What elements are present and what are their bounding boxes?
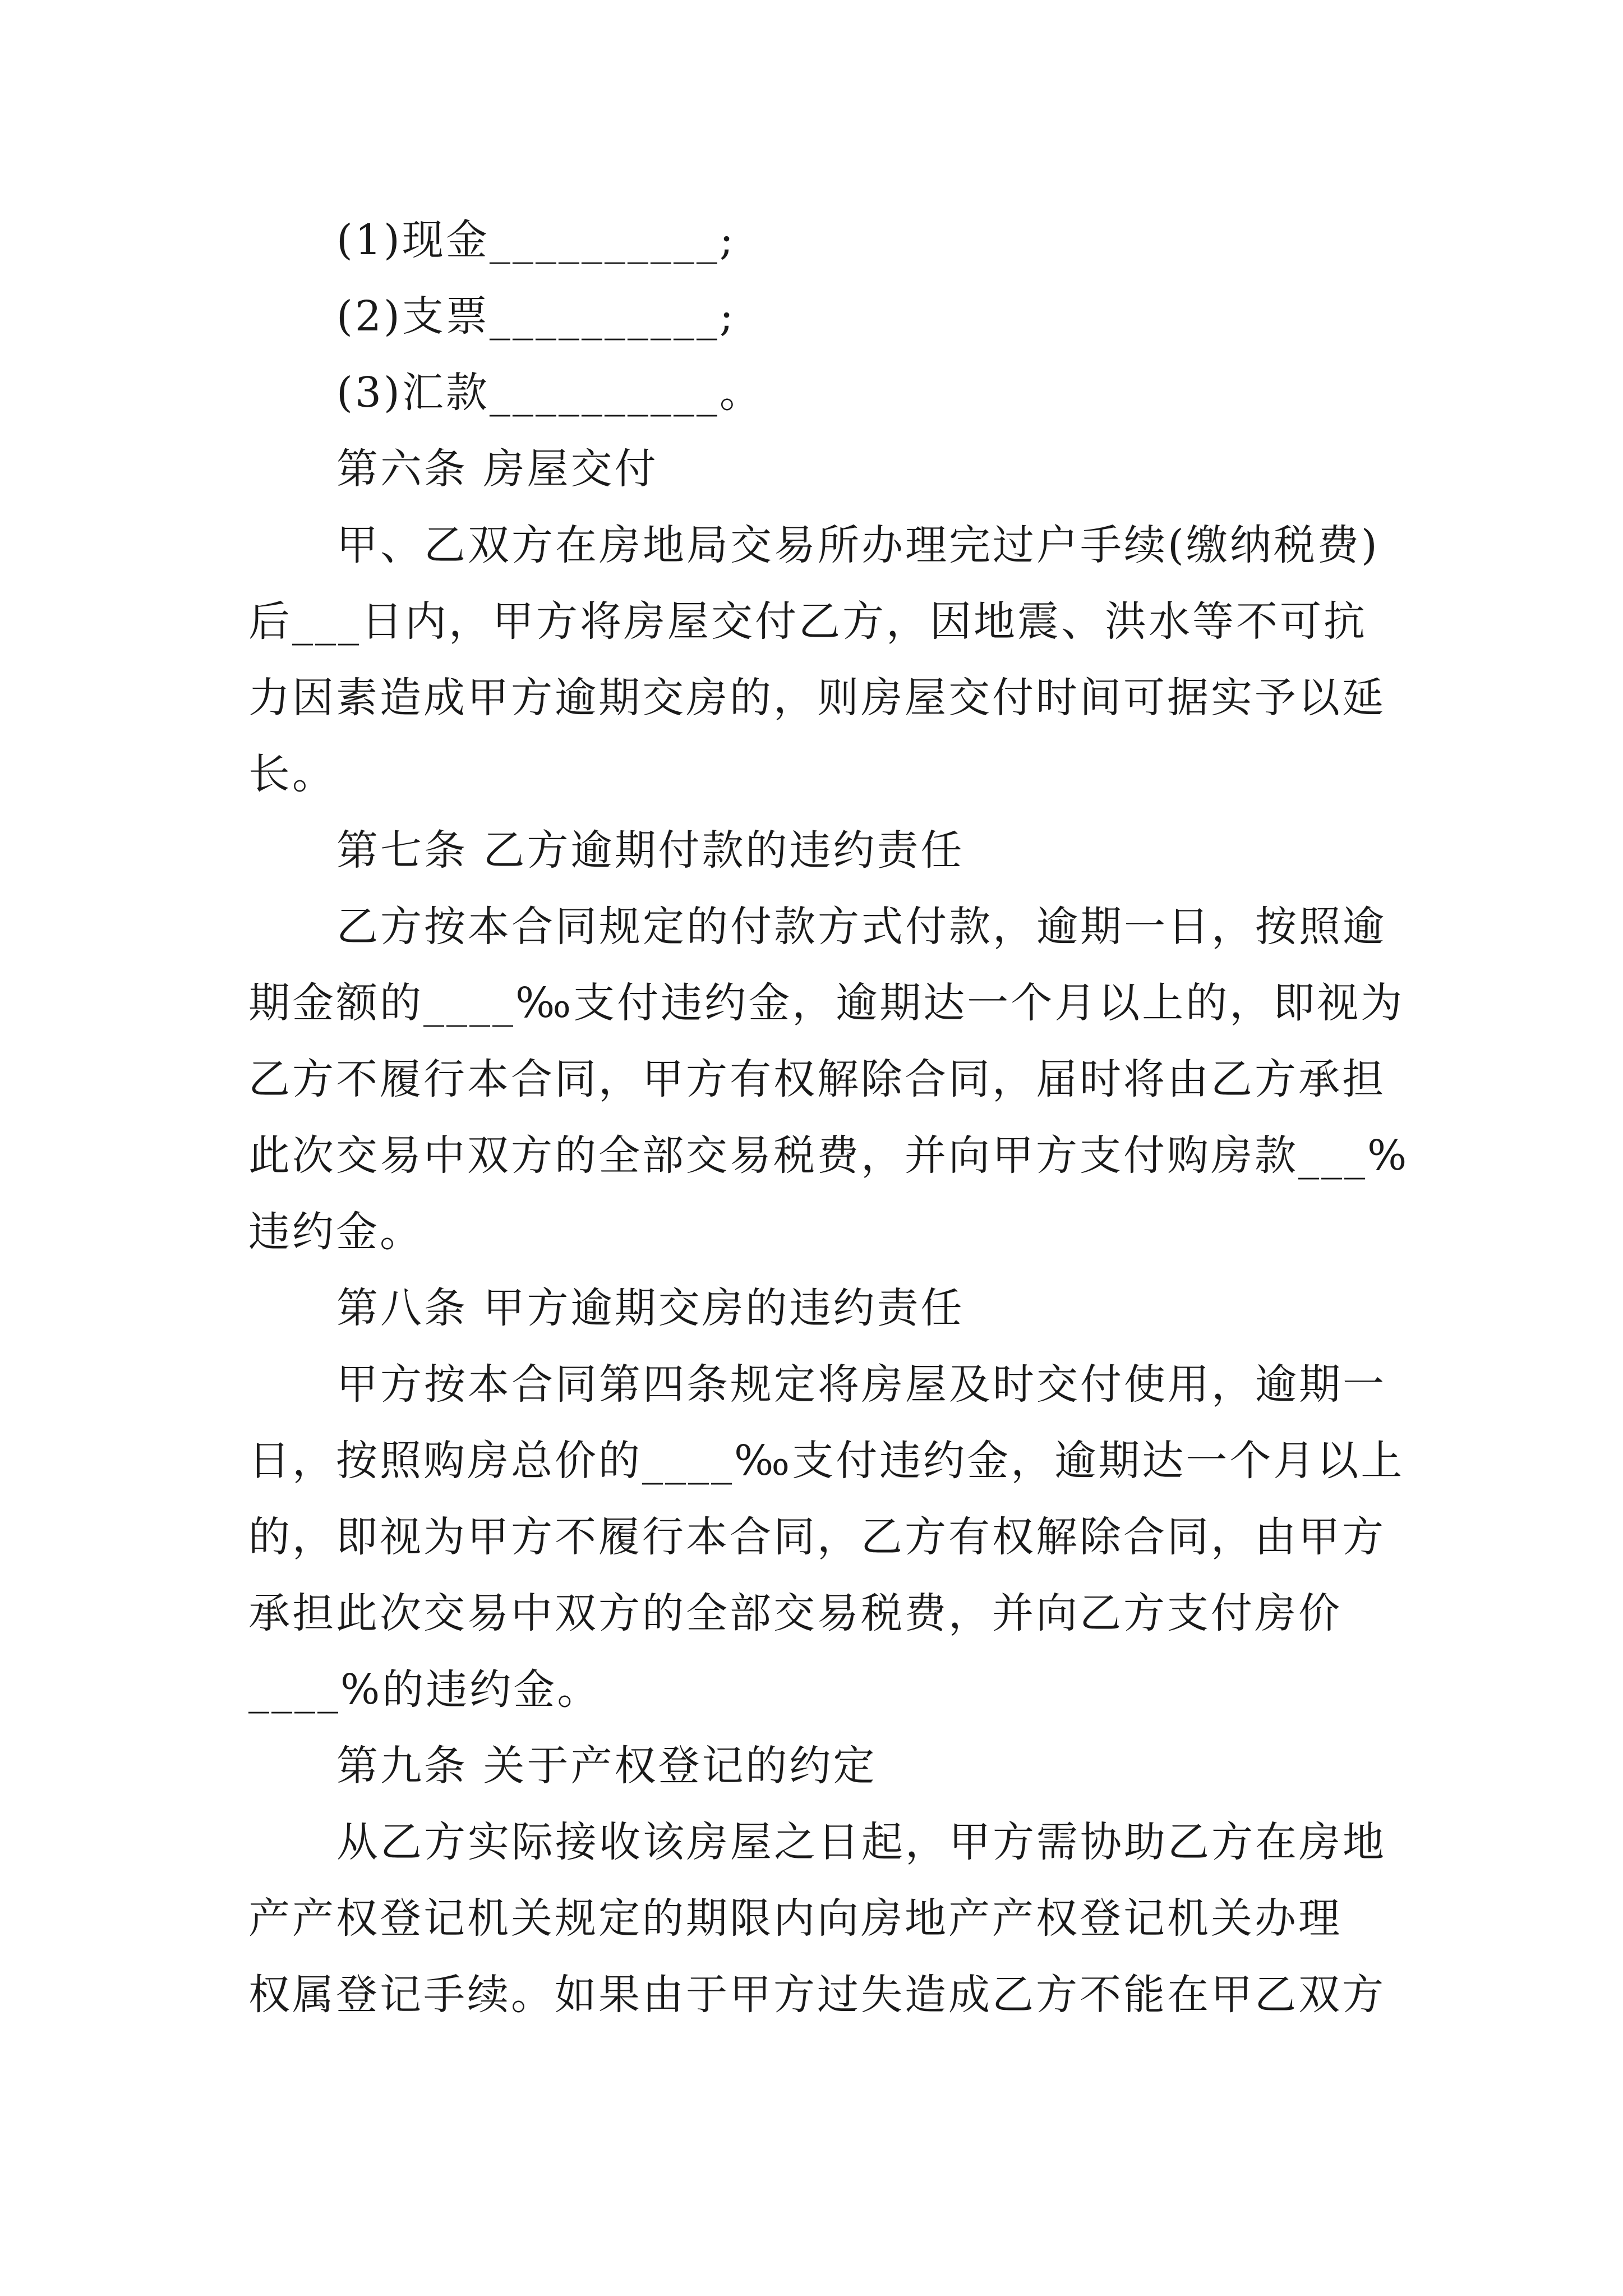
article6-line: 后___日内，甲方将房屋交付乙方，因地震、洪水等不可抗 xyxy=(248,597,1367,646)
payment-method-check: (2)支票__________; xyxy=(336,292,736,341)
article8-line: 日，按照购房总价的____‰支付违约金，逾期达一个月以上 xyxy=(248,1437,1405,1485)
article6-heading: 第六条 房屋交付 xyxy=(336,445,658,493)
article9-line: 权属登记手续。如果由于甲方过失造成乙方不能在甲乙双方 xyxy=(248,1971,1386,2019)
article7-line: 乙方不履行本合同，甲方有权解除合同，届时将由乙方承担 xyxy=(248,1055,1386,1103)
article9-line: 产产权登记机关规定的期限内向房地产产权登记机关办理 xyxy=(248,1894,1342,1943)
article7-line: 期金额的____‰支付违约金，逾期达一个月以上的，即视为 xyxy=(248,979,1405,1027)
article9-heading: 第九条 关于产权登记的约定 xyxy=(336,1742,877,1790)
article8-heading: 第八条 甲方逾期交房的违约责任 xyxy=(336,1284,965,1332)
article8-line: ____%的违约金。 xyxy=(248,1665,601,1714)
article6-line: 甲、乙双方在房地局交易所办理完过户手续(缴纳税费) xyxy=(336,521,1380,569)
payment-method-cash: (1)现金__________; xyxy=(336,216,736,264)
article7-line: 乙方按本合同规定的付款方式付款，逾期一日，按照逾 xyxy=(336,903,1386,951)
article9-line: 从乙方实际接收该房屋之日起，甲方需协助乙方在房地 xyxy=(336,1818,1386,1866)
article7-heading: 第七条 乙方逾期付款的违约责任 xyxy=(336,826,965,875)
article7-line: 此次交易中双方的全部交易税费，并向甲方支付购房款___% xyxy=(248,1131,1409,1180)
article7-line: 违约金。 xyxy=(248,1208,423,1256)
article8-line: 甲方按本合同第四条规定将房屋及时交付使用，逾期一 xyxy=(336,1360,1386,1409)
article6-line: 力因素造成甲方逾期交房的，则房屋交付时间可据实予以延 xyxy=(248,674,1386,722)
article6-line: 长。 xyxy=(248,750,336,798)
article8-line: 承担此次交易中双方的全部交易税费，并向乙方支付房价 xyxy=(248,1589,1342,1637)
payment-method-remittance: (3)汇款__________。 xyxy=(336,369,763,417)
contract-text xyxy=(248,202,1409,2033)
article8-line: 的，即视为甲方不履行本合同，乙方有权解除合同，由甲方 xyxy=(248,1513,1386,1561)
